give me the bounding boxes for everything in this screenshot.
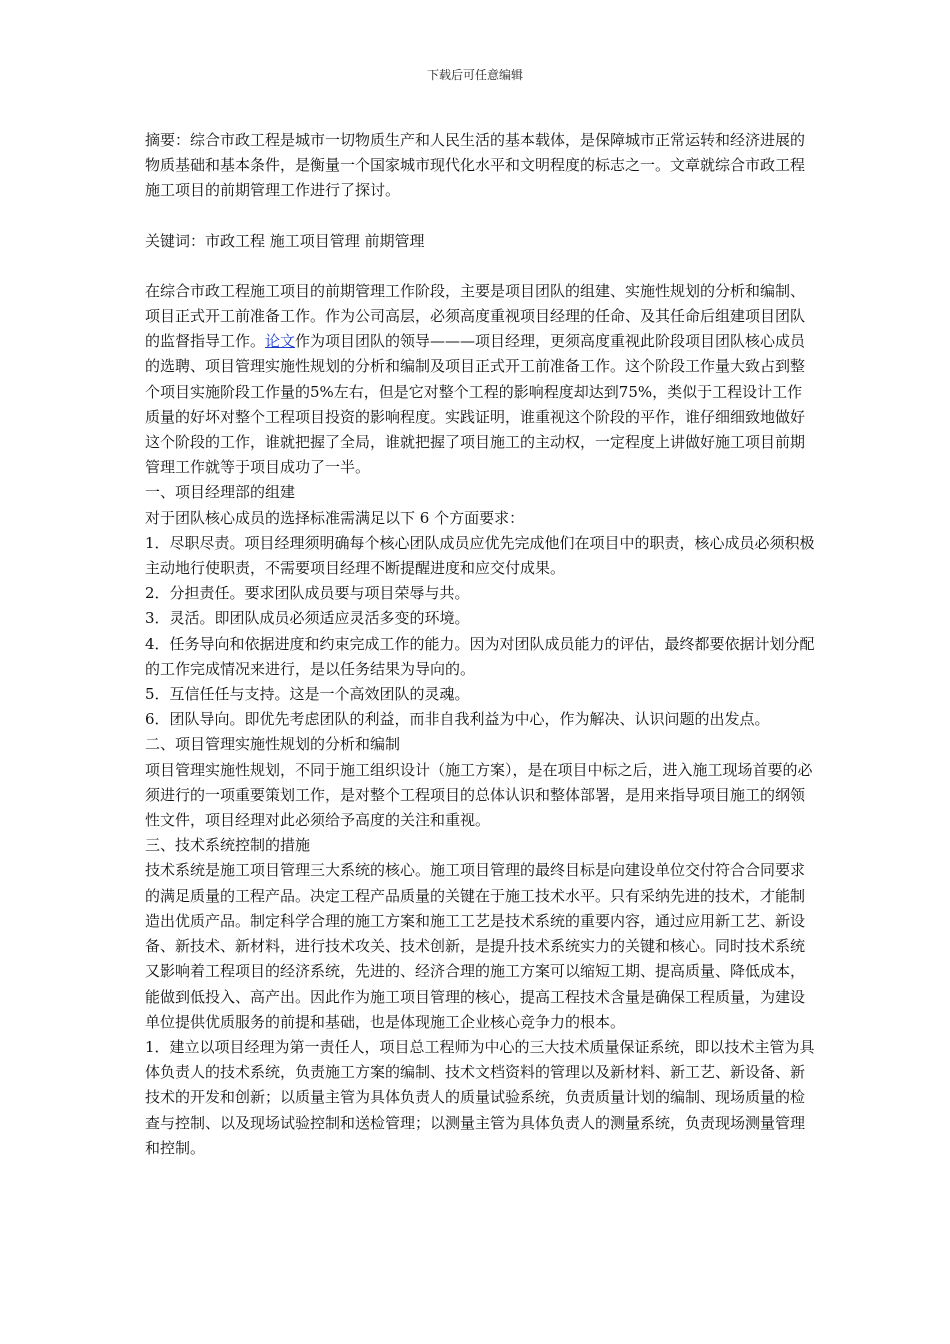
intro-paragraph — [145, 279, 815, 481]
page-header: 下载后可任意编辑 — [426, 68, 523, 82]
list-item: 6．团队导向。即优先考虑团队的利益，而非自我利益为中心，作为解决、认识问题的出发点。 — [145, 710, 770, 729]
section3-heading: 三、技术系统控制的措施 — [145, 836, 311, 855]
list-item: 1．建立以项目经理为第一责任人，项目总工程师为中心的三大技术质量保证系统，即以技术主管为具体负责人的技术系统，负责施工方案的编制、技术文档资料的管理以及新材料、新工艺、新设备、新技术的开发和创新；以质量主管为具体负责人的质量试验系统，负责质量计划的编制、现场质量的检查与控制、以及现场试验控制和送检管理；以测量主管为具体负责人的测量系统，负责现场测量管理和控制。 — [145, 1037, 815, 1157]
intro-text-before-link: 在综合市政工程施工项目的前期管理工作阶段，主要是项目团队的组建、实施性规划的分析和编制、项目正式开工前准备工作。作为公司高层，必须高度重视项目经理的任命、及其任命后组建项目团队的监督指导工作。 — [145, 281, 806, 351]
list-item: 5．互信任任与支持。这是一个高效团队的灵魂。 — [145, 685, 470, 704]
keywords-line: 关键词：市政工程 施工项目管理 前期管理 — [145, 231, 425, 250]
abstract-paragraph: 摘要：综合市政工程是城市一切物质生产和人民生活的基本载体，是保障城市正常运转和经济进展的物质基础和基本条件，是衡量一个国家城市现代化水平和文明程度的标志之一。文章就综合市政工程施工项目的前期管理工作进行了探讨。 — [145, 131, 806, 200]
document-body — [145, 128, 815, 1161]
spacer — [145, 254, 815, 279]
section2-heading: 二、项目管理实施性规划的分析和编制 — [145, 735, 401, 754]
section1-lead: 对于团队核心成员的选择标准需满足以下 6 个方面要求： — [145, 508, 525, 527]
intro-text-after-link: 作为项目团队的领导———项目经理，更须高度重视此阶段项目团队核心成员的选聘、项目管理实施性规划的分析和编制及项目正式开工前准备工作。这个阶段工作量大致占到整个项目实施阶段工作量的5%左右，但是它对整个工程的影响程度却达到75%，类似于工程设计工作质量的好坏对整个工程项目投资的影响程度。实践证明，谁重视这个阶段的平作，谁仔细细致地做好这个阶段的工作，谁就把握了全局，谁就把握了项目施工的主动权，一定程度上讲做好施工项目前期管理工作就等于项目成功了一半。 — [145, 332, 806, 477]
section3-body: 技术系统是施工项目管理三大系统的核心。施工项目管理的最终目标是向建设单位交付符合合同要求的满足质量的工程产品。决定工程产品质量的关键在于施工技术水平。只有采纳先进的技术，才能制造出优质产品。制定科学合理的施工方案和施工工艺是技术系统的重要内容，通过应用新工艺、新设备、新技术、新材料，进行技术攻关、技术创新，是提升技术系统实力的关键和核心。同时技术系统又影响着工程项目的经济系统，先进的、经济合理的施工方案可以缩短工期、提高质量、降低成本，能做到低投入、高产出。因此作为施工项目管理的核心，提高工程技术含量是确保工程质量，为建设单位提供优质服务的前提和基础，也是体现施工企业核心竞争力的根本。 — [145, 861, 806, 1031]
list-item: 4．任务导向和依据进度和约束完成工作的能力。因为对团队成员能力的评估，最终都要依据计划分配的工作完成情况来进行，是以任务结果为导向的。 — [145, 634, 815, 678]
list-item: 1．尽职尽责。项目经理须明确每个核心团队成员应优先完成他们在项目中的职责，核心成员必须积极主动地行使职责，不需要项目经理不断提醒进度和应交付成果。 — [145, 533, 815, 578]
section2-body: 项目管理实施性规划，不同于施工组织设计（施工方案），是在项目中标之后，进入施工现场首要的必须进行的一项重要策划工作，是对整个工程项目的总体认识和整体部署，是用来指导项目施工的纲领性文件，项目经理对此必须给予高度的关注和重视。 — [145, 760, 813, 830]
section1-heading: 一、项目经理部的组建 — [145, 483, 296, 502]
paper-link[interactable]: 论文 — [265, 332, 296, 351]
spacer — [145, 204, 815, 229]
list-item: 3．灵活。即团队成员必须适应灵活多变的环境。 — [145, 609, 470, 628]
list-item: 2．分担责任。要求团队成员要与项目荣辱与共。 — [145, 584, 470, 603]
